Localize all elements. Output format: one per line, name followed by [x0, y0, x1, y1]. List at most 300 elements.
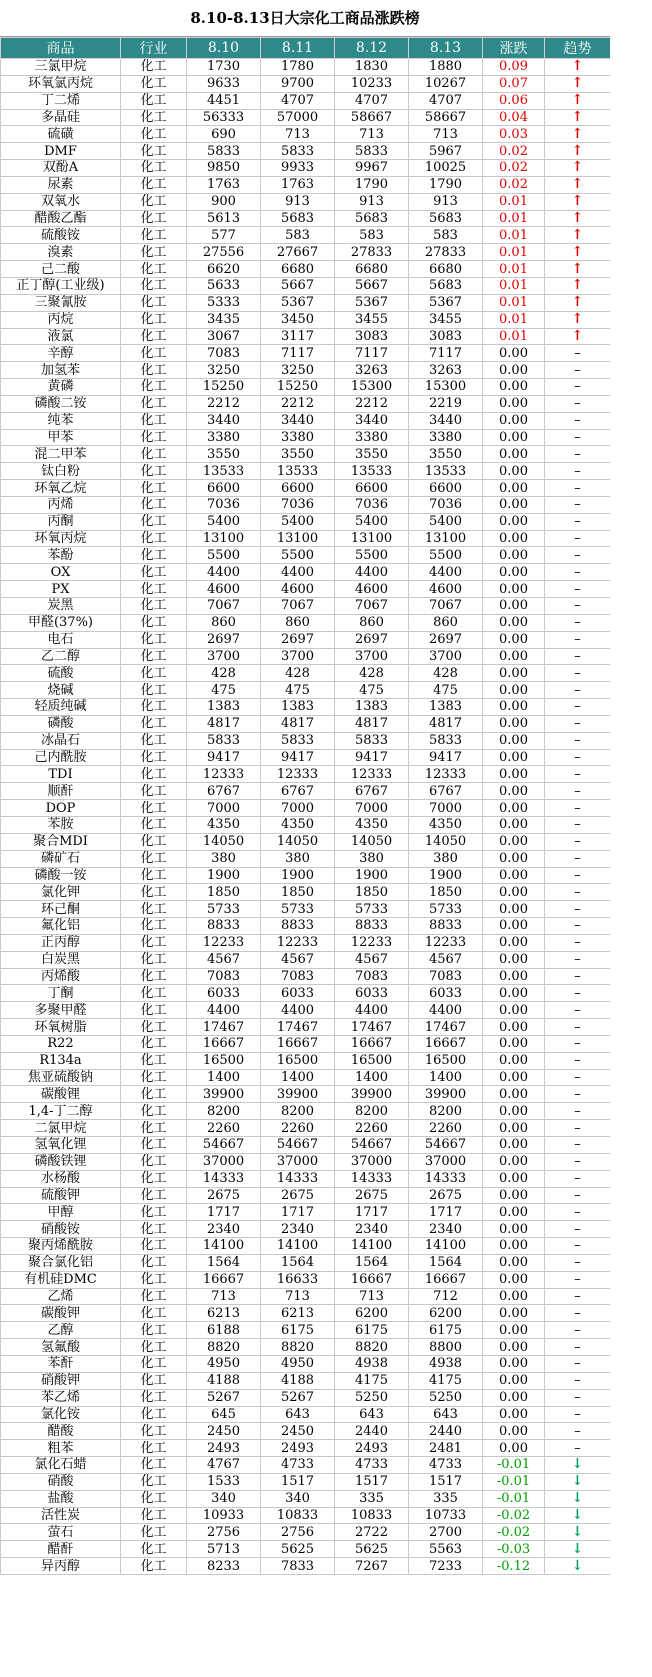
cell-price-1: 1533: [187, 1473, 261, 1490]
cell-trend: [545, 1271, 611, 1288]
cell-price-2: 8833: [261, 918, 335, 935]
cell-price-2: 643: [261, 1406, 335, 1423]
cell-industry: 化工: [121, 665, 187, 682]
cell-price-4: 12233: [409, 934, 483, 951]
cell-industry: 化工: [121, 496, 187, 513]
cell-price-4: 17467: [409, 1019, 483, 1036]
cell-price-3: 5625: [335, 1541, 409, 1558]
cell-price-1: 1564: [187, 1254, 261, 1271]
cell-industry: 化工: [121, 1153, 187, 1170]
cell-price-2: 5833: [261, 143, 335, 160]
cell-change: 0.03: [483, 126, 545, 143]
cell-price-4: 7233: [409, 1558, 483, 1575]
cell-price-3: 16667: [335, 1035, 409, 1052]
table-row: [1, 193, 611, 210]
cell-price-2: 7036: [261, 496, 335, 513]
cell-change: 0.00: [483, 816, 545, 833]
cell-price-1: 13533: [187, 463, 261, 480]
cell-trend: [545, 261, 611, 278]
cell-product: 环氧丙烷: [1, 530, 121, 547]
cell-price-2: 16633: [261, 1271, 335, 1288]
cell-price-3: 7036: [335, 496, 409, 513]
cell-industry: 化工: [121, 362, 187, 379]
cell-price-2: 4950: [261, 1355, 335, 1372]
cell-industry: 化工: [121, 1288, 187, 1305]
cell-price-1: 3380: [187, 429, 261, 446]
cell-price-3: 860: [335, 614, 409, 631]
dash-icon: –: [574, 867, 581, 883]
cell-price-2: 5367: [261, 294, 335, 311]
cell-industry: 化工: [121, 109, 187, 126]
cell-price-1: 428: [187, 665, 261, 682]
cell-price-3: 4938: [335, 1355, 409, 1372]
cell-price-1: 1900: [187, 867, 261, 884]
cell-change: 0.00: [483, 884, 545, 901]
table-row: [1, 715, 611, 732]
cell-change: 0.00: [483, 715, 545, 732]
cell-trend: [545, 92, 611, 109]
table-row: [1, 1322, 611, 1339]
cell-product: 聚合MDI: [1, 833, 121, 850]
cell-price-2: 713: [261, 1288, 335, 1305]
cell-price-4: 6175: [409, 1322, 483, 1339]
cell-price-2: 10833: [261, 1507, 335, 1524]
cell-price-2: 9933: [261, 160, 335, 177]
cell-trend: [545, 328, 611, 345]
cell-change: 0.00: [483, 1187, 545, 1204]
cell-industry: 化工: [121, 1204, 187, 1221]
cell-price-4: 2440: [409, 1423, 483, 1440]
cell-industry: 化工: [121, 547, 187, 564]
cell-price-1: 5267: [187, 1389, 261, 1406]
cell-trend: [545, 1288, 611, 1305]
right-margin: [610, 0, 652, 1677]
cell-price-4: 6200: [409, 1305, 483, 1322]
cell-price-3: 1830: [335, 59, 409, 76]
table-row: [1, 1372, 611, 1389]
dash-icon: –: [574, 362, 581, 378]
arrow-down-icon: ↓: [571, 1473, 584, 1490]
dash-icon: –: [574, 901, 581, 917]
table-row: [1, 699, 611, 716]
cell-price-1: 27556: [187, 244, 261, 261]
cell-price-1: 5400: [187, 513, 261, 530]
cell-industry: 化工: [121, 463, 187, 480]
table-row: [1, 1271, 611, 1288]
cell-price-2: 3380: [261, 429, 335, 446]
dash-icon: –: [574, 531, 581, 547]
cell-change: 0.00: [483, 496, 545, 513]
cell-price-2: 3250: [261, 362, 335, 379]
cell-price-1: 56333: [187, 109, 261, 126]
arrow-up-icon: ↑: [571, 210, 584, 227]
dash-icon: –: [574, 648, 581, 664]
cell-price-1: 9417: [187, 749, 261, 766]
cell-product: 醋酸: [1, 1423, 121, 1440]
cell-change: 0.00: [483, 530, 545, 547]
table-row: [1, 395, 611, 412]
cell-product: 氯化钾: [1, 884, 121, 901]
cell-price-2: 12333: [261, 766, 335, 783]
cell-price-4: 2260: [409, 1120, 483, 1137]
table-row: [1, 1002, 611, 1019]
cell-industry: 化工: [121, 261, 187, 278]
cell-trend: [545, 766, 611, 783]
cell-product: 1,4-丁二醇: [1, 1103, 121, 1120]
cell-product: 丙酮: [1, 513, 121, 530]
cell-change: 0.00: [483, 934, 545, 951]
cell-price-4: 5250: [409, 1389, 483, 1406]
cell-price-4: 713: [409, 126, 483, 143]
cell-product: 醋酸乙酯: [1, 210, 121, 227]
cell-trend: [545, 581, 611, 598]
table-row: [1, 732, 611, 749]
cell-price-3: 4400: [335, 564, 409, 581]
cell-price-3: 6600: [335, 480, 409, 497]
cell-product: 双氧水: [1, 193, 121, 210]
cell-price-2: 12233: [261, 934, 335, 951]
cell-price-1: 4400: [187, 1002, 261, 1019]
cell-trend: [545, 1457, 611, 1474]
cell-price-2: 5683: [261, 210, 335, 227]
table-row: [1, 92, 611, 109]
dash-icon: –: [574, 581, 581, 597]
cell-price-2: 16500: [261, 1052, 335, 1069]
cell-price-3: 37000: [335, 1153, 409, 1170]
cell-change: 0.00: [483, 918, 545, 935]
cell-trend: [545, 1254, 611, 1271]
cell-price-4: 5400: [409, 513, 483, 530]
cell-change: 0.00: [483, 1423, 545, 1440]
cell-price-4: 7000: [409, 800, 483, 817]
cell-industry: 化工: [121, 1019, 187, 1036]
cell-change: 0.00: [483, 463, 545, 480]
cell-industry: 化工: [121, 682, 187, 699]
cell-price-4: 5733: [409, 901, 483, 918]
table-row: [1, 59, 611, 76]
table-row: [1, 328, 611, 345]
cell-price-3: 583: [335, 227, 409, 244]
table-row: [1, 109, 611, 126]
cell-price-3: 2340: [335, 1221, 409, 1238]
table-row: [1, 598, 611, 615]
cell-industry: 化工: [121, 1473, 187, 1490]
cell-price-2: 5733: [261, 901, 335, 918]
cell-price-3: 13533: [335, 463, 409, 480]
cell-product: 异丙醇: [1, 1558, 121, 1575]
cell-product: 氯化铵: [1, 1406, 121, 1423]
cell-price-2: 3700: [261, 648, 335, 665]
table-row: [1, 1170, 611, 1187]
cell-product: 硝酸: [1, 1473, 121, 1490]
cell-price-4: 6033: [409, 985, 483, 1002]
cell-change: 0.00: [483, 598, 545, 615]
cell-price-1: 4600: [187, 581, 261, 598]
cell-trend: [545, 1002, 611, 1019]
cell-price-4: 54667: [409, 1137, 483, 1154]
cell-trend: [545, 345, 611, 362]
cell-change: 0.00: [483, 968, 545, 985]
cell-change: -0.12: [483, 1558, 545, 1575]
cell-industry: 化工: [121, 1271, 187, 1288]
cell-price-3: 1850: [335, 884, 409, 901]
cell-price-3: 5500: [335, 547, 409, 564]
cell-change: 0.00: [483, 1103, 545, 1120]
cell-change: 0.01: [483, 277, 545, 294]
cell-price-2: 7000: [261, 800, 335, 817]
arrow-up-icon: ↑: [571, 75, 584, 92]
cell-price-2: 57000: [261, 109, 335, 126]
cell-price-1: 5500: [187, 547, 261, 564]
cell-price-2: 1717: [261, 1204, 335, 1221]
cell-price-3: 1383: [335, 699, 409, 716]
cell-product: 聚丙烯酰胺: [1, 1238, 121, 1255]
cell-price-1: 2260: [187, 1120, 261, 1137]
table-row: [1, 648, 611, 665]
cell-change: 0.00: [483, 850, 545, 867]
cell-price-4: 5367: [409, 294, 483, 311]
dash-icon: –: [574, 733, 581, 749]
cell-price-4: 4707: [409, 92, 483, 109]
cell-price-1: 1400: [187, 1069, 261, 1086]
cell-industry: 化工: [121, 1355, 187, 1372]
cell-trend: [545, 1355, 611, 1372]
cell-trend: [545, 294, 611, 311]
cell-product: 苯胺: [1, 816, 121, 833]
table-row: [1, 1339, 611, 1356]
cell-price-3: 4817: [335, 715, 409, 732]
cell-price-4: 58667: [409, 109, 483, 126]
cell-industry: 化工: [121, 446, 187, 463]
cell-price-3: 475: [335, 682, 409, 699]
dash-icon: –: [574, 1019, 581, 1035]
cell-trend: [545, 210, 611, 227]
cell-product: 磷酸一铵: [1, 867, 121, 884]
cell-trend: [545, 598, 611, 615]
cell-price-3: 1900: [335, 867, 409, 884]
cell-change: -0.03: [483, 1541, 545, 1558]
cell-price-3: 6033: [335, 985, 409, 1002]
cell-price-4: 3263: [409, 362, 483, 379]
cell-change: 0.00: [483, 1288, 545, 1305]
cell-price-4: 39900: [409, 1086, 483, 1103]
arrow-down-icon: ↓: [571, 1557, 584, 1574]
cell-price-3: 13100: [335, 530, 409, 547]
cell-price-4: 475: [409, 682, 483, 699]
cell-price-4: 1900: [409, 867, 483, 884]
cell-price-1: 2493: [187, 1440, 261, 1457]
cell-product: 正丙醇: [1, 934, 121, 951]
cell-price-1: 5333: [187, 294, 261, 311]
cell-trend: [545, 867, 611, 884]
cell-price-3: 335: [335, 1490, 409, 1507]
table-row: [1, 1254, 611, 1271]
cell-product: R134a: [1, 1052, 121, 1069]
dash-icon: –: [574, 783, 581, 799]
cell-price-1: 10933: [187, 1507, 261, 1524]
table-row: [1, 749, 611, 766]
cell-product: 正丁醇(工业级): [1, 277, 121, 294]
dash-icon: –: [574, 766, 581, 782]
cell-price-2: 6175: [261, 1322, 335, 1339]
dash-icon: –: [574, 480, 581, 496]
cell-price-2: 7833: [261, 1558, 335, 1575]
cell-product: 苯乙烯: [1, 1389, 121, 1406]
cell-industry: 化工: [121, 75, 187, 92]
dash-icon: –: [574, 1272, 581, 1288]
table-row: [1, 496, 611, 513]
cell-product: 二氯甲烷: [1, 1120, 121, 1137]
cell-price-2: 14100: [261, 1238, 335, 1255]
cell-price-1: 690: [187, 126, 261, 143]
cell-price-2: 2340: [261, 1221, 335, 1238]
table-row: [1, 1507, 611, 1524]
cell-product: 尿素: [1, 176, 121, 193]
table-row: [1, 850, 611, 867]
cell-product: 粗苯: [1, 1440, 121, 1457]
cell-price-1: 3700: [187, 648, 261, 665]
cell-trend: [545, 311, 611, 328]
cell-change: 0.00: [483, 1339, 545, 1356]
cell-change: 0.00: [483, 1019, 545, 1036]
dash-icon: –: [574, 1440, 581, 1456]
cell-price-4: 6600: [409, 480, 483, 497]
cell-price-3: 3083: [335, 328, 409, 345]
cell-price-3: 6767: [335, 783, 409, 800]
cell-price-3: 27833: [335, 244, 409, 261]
cell-change: 0.00: [483, 682, 545, 699]
header-row: [1, 38, 611, 59]
cell-trend: [545, 496, 611, 513]
cell-product: 硝酸铵: [1, 1221, 121, 1238]
cell-price-4: 4175: [409, 1372, 483, 1389]
table-row: [1, 345, 611, 362]
cell-price-4: 643: [409, 1406, 483, 1423]
cell-trend: [545, 1120, 611, 1137]
cell-price-3: 5250: [335, 1389, 409, 1406]
cell-price-2: 1900: [261, 867, 335, 884]
cell-price-2: 3450: [261, 311, 335, 328]
cell-price-2: 27667: [261, 244, 335, 261]
cell-trend: [545, 1490, 611, 1507]
cell-price-4: 12333: [409, 766, 483, 783]
cell-price-4: 10025: [409, 160, 483, 177]
cell-trend: [545, 732, 611, 749]
cell-price-1: 8833: [187, 918, 261, 935]
cell-price-2: 6213: [261, 1305, 335, 1322]
cell-trend: [545, 1204, 611, 1221]
cell-price-3: 14050: [335, 833, 409, 850]
arrow-up-icon: ↑: [571, 193, 584, 210]
table-row: [1, 1355, 611, 1372]
cell-change: 0.00: [483, 412, 545, 429]
cell-price-4: 1790: [409, 176, 483, 193]
arrow-up-icon: ↑: [571, 311, 584, 328]
cell-price-2: 713: [261, 126, 335, 143]
cell-price-3: 5833: [335, 143, 409, 160]
cell-price-1: 5713: [187, 1541, 261, 1558]
cell-industry: 化工: [121, 92, 187, 109]
cell-price-3: 2440: [335, 1423, 409, 1440]
cell-product: 乙醇: [1, 1322, 121, 1339]
cell-product: 多晶硅: [1, 109, 121, 126]
cell-price-4: 4733: [409, 1457, 483, 1474]
cell-product: 轻质纯碱: [1, 699, 121, 716]
cell-price-2: 1850: [261, 884, 335, 901]
cell-change: 0.00: [483, 1153, 545, 1170]
dash-icon: –: [574, 1238, 581, 1254]
cell-price-1: 5733: [187, 901, 261, 918]
cell-price-4: 1564: [409, 1254, 483, 1271]
cell-trend: [545, 75, 611, 92]
dash-icon: –: [574, 750, 581, 766]
cell-price-2: 5833: [261, 732, 335, 749]
cell-industry: 化工: [121, 884, 187, 901]
cell-trend: [545, 648, 611, 665]
dash-icon: –: [574, 716, 581, 732]
cell-price-3: 5733: [335, 901, 409, 918]
cell-price-3: 15300: [335, 379, 409, 396]
cell-trend: [545, 884, 611, 901]
cell-change: 0.01: [483, 244, 545, 261]
cell-trend: [545, 934, 611, 951]
cell-product: 硫磺: [1, 126, 121, 143]
cell-price-3: 9417: [335, 749, 409, 766]
cell-change: 0.00: [483, 1204, 545, 1221]
cell-industry: 化工: [121, 412, 187, 429]
cell-product: 液氯: [1, 328, 121, 345]
table-row: [1, 1019, 611, 1036]
cell-price-3: 913: [335, 193, 409, 210]
cell-product: 硫酸钾: [1, 1187, 121, 1204]
cell-product: 多聚甲醛: [1, 1002, 121, 1019]
cell-trend: [545, 1558, 611, 1575]
cell-product: 三聚氰胺: [1, 294, 121, 311]
cell-industry: 化工: [121, 345, 187, 362]
cell-product: 己内酰胺: [1, 749, 121, 766]
cell-price-3: 713: [335, 1288, 409, 1305]
cell-trend: [545, 395, 611, 412]
cell-trend: [545, 985, 611, 1002]
cell-price-1: 1850: [187, 884, 261, 901]
cell-price-1: 5833: [187, 732, 261, 749]
table-row: [1, 783, 611, 800]
cell-industry: 化工: [121, 715, 187, 732]
arrow-up-icon: ↑: [571, 328, 584, 344]
cell-change: 0.01: [483, 193, 545, 210]
cell-industry: 化工: [121, 631, 187, 648]
cell-change: 0.02: [483, 160, 545, 177]
table-row: [1, 1305, 611, 1322]
cell-price-1: 14050: [187, 833, 261, 850]
cell-product: 硫酸铵: [1, 227, 121, 244]
cell-industry: 化工: [121, 480, 187, 497]
cell-price-4: 583: [409, 227, 483, 244]
cell-price-1: 3435: [187, 311, 261, 328]
cell-trend: [545, 816, 611, 833]
cell-trend: [545, 631, 611, 648]
cell-price-3: 4600: [335, 581, 409, 598]
cell-price-4: 2675: [409, 1187, 483, 1204]
cell-industry: 化工: [121, 598, 187, 615]
cell-price-4: 13533: [409, 463, 483, 480]
dash-icon: –: [574, 1154, 581, 1170]
cell-industry: 化工: [121, 985, 187, 1002]
cell-industry: 化工: [121, 1221, 187, 1238]
cell-price-4: 8800: [409, 1339, 483, 1356]
cell-product: 环己酮: [1, 901, 121, 918]
cell-price-1: 37000: [187, 1153, 261, 1170]
